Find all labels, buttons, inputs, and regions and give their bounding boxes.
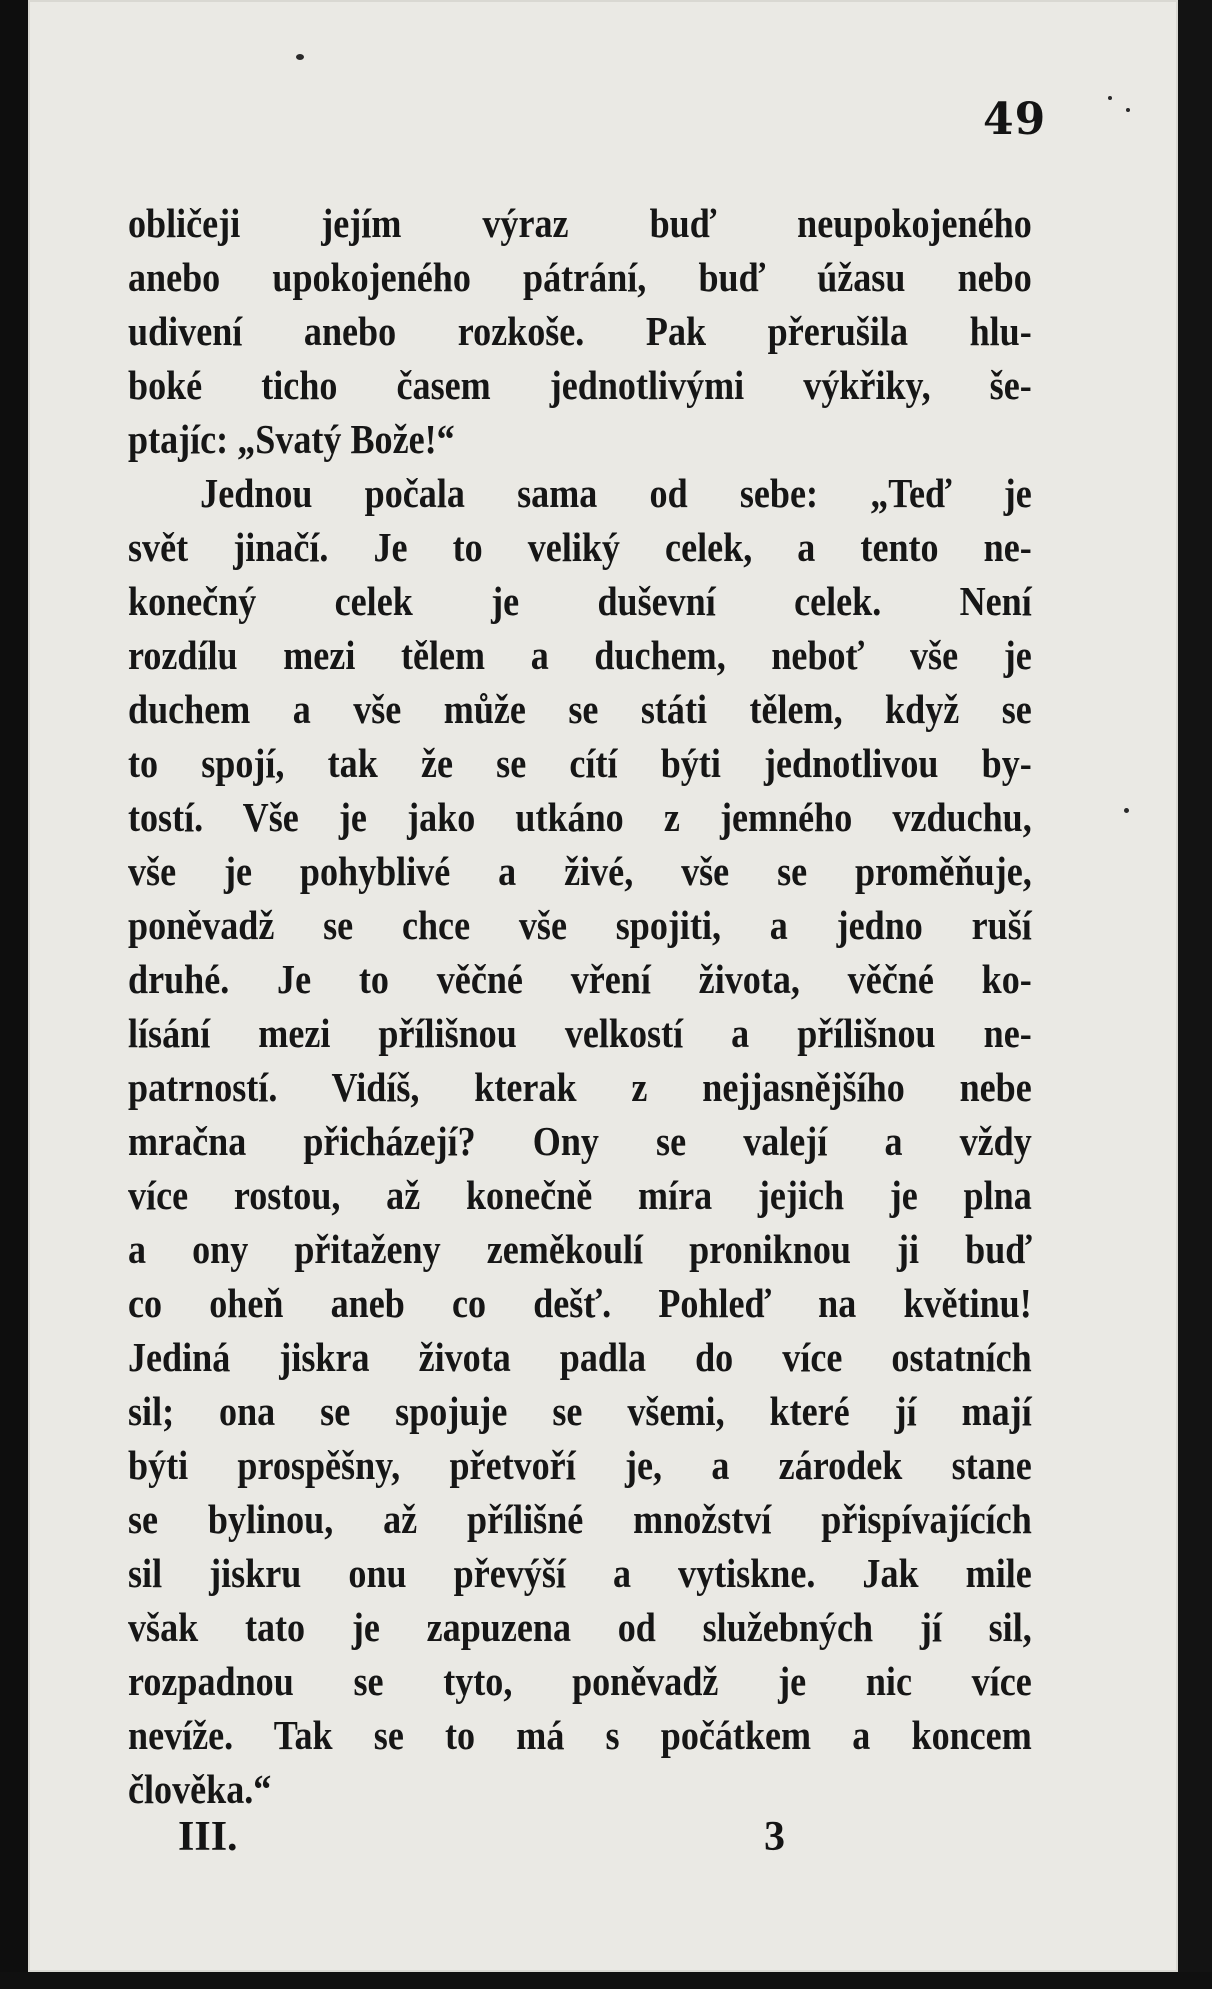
text-line: tostí. Vše je jako utkáno z jemného vzduchu, bbox=[128, 794, 1032, 840]
text-line: nevíže. Tak se to má s počátkem a koncem bbox=[128, 1712, 1032, 1758]
text-line: to spojí, tak že se cítí býti jednotlivou by- bbox=[128, 740, 1032, 786]
text-line: sil; ona se spojuje se všemi, které jí mají bbox=[128, 1388, 1032, 1434]
text-line: duchem a vše může se státi tělem, když se bbox=[128, 686, 1032, 732]
text-line: ptajíc: „Svatý Bože!“ bbox=[128, 416, 455, 462]
text-line: patrností. Vidíš, kterak z nejjasnějšího nebe bbox=[128, 1064, 1032, 1110]
text-line: co oheň aneb co dešť. Pohleď na květinu! bbox=[128, 1280, 1032, 1326]
text-line: více rostou, až konečně míra jejich je plna bbox=[128, 1172, 1032, 1218]
print-speck bbox=[1126, 108, 1130, 112]
right-dark-border bbox=[1178, 0, 1212, 1989]
text-line: člověka.“ bbox=[128, 1766, 272, 1812]
text-line: mračna přicházejí? Ony se valejí a vždy bbox=[128, 1118, 1032, 1164]
text-line: udivení anebo rozkoše. Pak přerušila hlu- bbox=[128, 308, 1032, 354]
print-speck bbox=[1124, 808, 1129, 813]
text-line: Jednou počala sama od sebe: „Teď je bbox=[200, 470, 1032, 516]
print-speck bbox=[296, 54, 304, 60]
text-line: sil jiskru onu převýší a vytiskne. Jak mile bbox=[128, 1550, 1032, 1596]
signature-mark: III. bbox=[178, 1814, 238, 1860]
text-line: boké ticho časem jednotlivými výkřiky, še- bbox=[128, 362, 1032, 408]
print-speck bbox=[1108, 96, 1112, 100]
text-line: se bylinou, až přílišné množství přispívajících bbox=[128, 1496, 1032, 1542]
text-line: obličeji jejím výraz buď neupokojeného bbox=[128, 200, 1032, 246]
text-line: však tato je zapuzena od služebných jí sil, bbox=[128, 1604, 1032, 1650]
text-line: Jediná jiskra života padla do více ostatních bbox=[128, 1334, 1032, 1380]
text-line: svět jinačí. Je to veliký celek, a tento ne- bbox=[128, 524, 1032, 570]
bottom-dark-border bbox=[0, 1972, 1212, 1989]
book-spine-edge bbox=[0, 0, 28, 1989]
text-line: býti prospěšny, přetvoří je, a zárodek stane bbox=[128, 1442, 1032, 1488]
text-line: rozdílu mezi tělem a duchem, neboť vše je bbox=[128, 632, 1032, 678]
signature-number: 3 bbox=[764, 1814, 785, 1860]
body-text bbox=[128, 196, 1032, 1816]
text-line: druhé. Je to věčné vření života, věčné ko- bbox=[128, 956, 1032, 1002]
text-line: vše je pohyblivé a živé, vše se proměňuje, bbox=[128, 848, 1032, 894]
text-line: lísání mezi přílišnou velkostí a přílišnou ne- bbox=[128, 1010, 1032, 1056]
text-line: poněvadž se chce vše spojiti, a jedno ruší bbox=[128, 902, 1032, 948]
book-page bbox=[28, 0, 1178, 1972]
text-line: a ony přitaženy zeměkoulí proniknou ji buď bbox=[128, 1226, 1032, 1272]
text-line: anebo upokojeného pátrání, buď úžasu nebo bbox=[128, 254, 1032, 300]
text-line: konečný celek je duševní celek. Není bbox=[128, 578, 1032, 624]
text-line: rozpadnou se tyto, poněvadž je nic více bbox=[128, 1658, 1032, 1704]
page-number: 49 bbox=[983, 94, 1047, 145]
